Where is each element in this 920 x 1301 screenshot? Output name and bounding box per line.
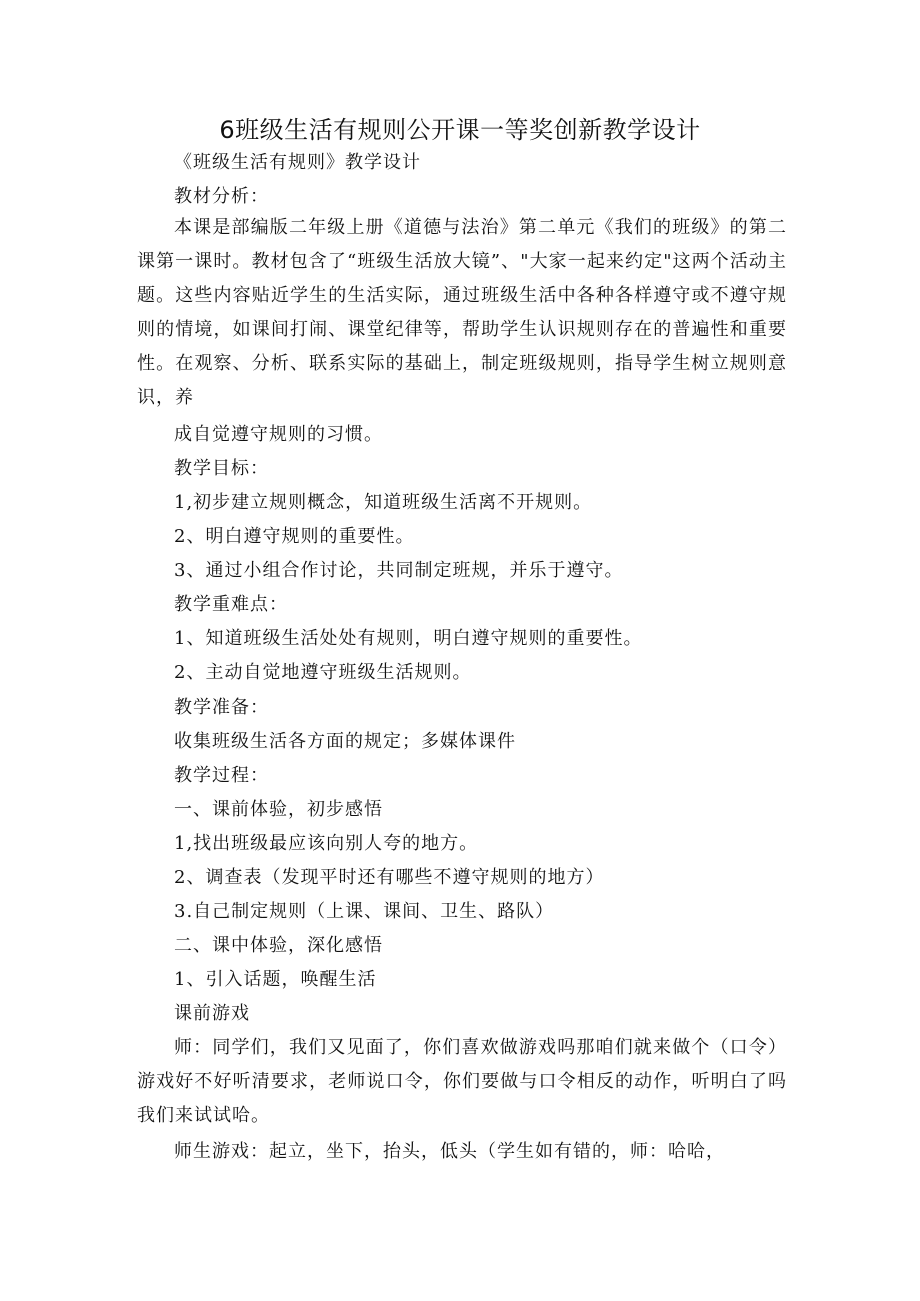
heading-preparation: 教学准备：	[174, 697, 269, 718]
heading-material: 教材分析：	[174, 186, 269, 207]
goal-item: 1,初步建立规则概念，知道班级生活离不开规则。	[174, 492, 593, 513]
process-item: 3.自己制定规则（上课、课间、卫生、路队）	[174, 901, 555, 922]
key-item: 2、主动自觉地遵守班级生活规则。	[174, 662, 472, 683]
process-section: 一、课前体验，初步感悟	[174, 799, 383, 820]
goal-item: 2、明白遵守规则的重要性。	[174, 526, 415, 547]
heading-goals: 教学目标：	[174, 458, 269, 479]
teacher-paragraph: 师：同学们，我们又见面了，你们喜欢做游戏吗那咱们就来做个（口令）游戏好不好听清要求，老师说口令，你们要做与口令相反的动作，听明白了吗我们来试试哈。	[137, 1037, 787, 1126]
heading-process: 教学过程：	[174, 765, 269, 786]
subtitle: 《班级生活有规则》教学设计	[174, 152, 421, 173]
key-item: 1、知道班级生活处处有规则，明白遵守规则的重要性。	[174, 628, 643, 649]
preparation-item: 收集班级生活各方面的规定；多媒体课件	[174, 731, 516, 752]
heading-key-points: 教学重难点：	[174, 594, 288, 615]
game-label: 课前游戏	[174, 1003, 250, 1024]
process-item: 2、调查表（发现平时还有哪些不遵守规则的地方）	[174, 867, 605, 888]
goal-item: 3、通过小组合作讨论，共同制定班规，并乐于遵守。	[174, 560, 624, 581]
material-paragraph: 本课是部编版二年级上册《道德与法治》第二单元《我们的班级》的第二课第一课时。教材包含了“班级生活放大镜”、"大家一起来约定"这两个活动主题。这些内容贴近学生的生活实际，通过班级生活中各种各样遵守或不遵守规则的情境，如课间打闹、课堂纪律等，帮助学生认识规则存在的普遍性和重要性。在观察、分析、联系实际的基础上，制定班级规则，指导学生树立规则意识，养	[137, 217, 787, 408]
document-title: 6班级生活有规则公开课一等奖创新教学设计	[219, 116, 701, 144]
process-item: 1,找出班级最应该向别人夸的地方。	[174, 833, 479, 854]
material-paragraph-cont: 成自觉遵守规则的习惯。	[174, 424, 383, 445]
process-section: 二、课中体验，深化感悟	[174, 935, 383, 956]
game-paragraph: 师生游戏：起立，坐下，抬头，低头（学生如有错的，师：哈哈，	[174, 1141, 725, 1162]
process-item: 1、引入话题，唤醒生活	[174, 969, 377, 990]
